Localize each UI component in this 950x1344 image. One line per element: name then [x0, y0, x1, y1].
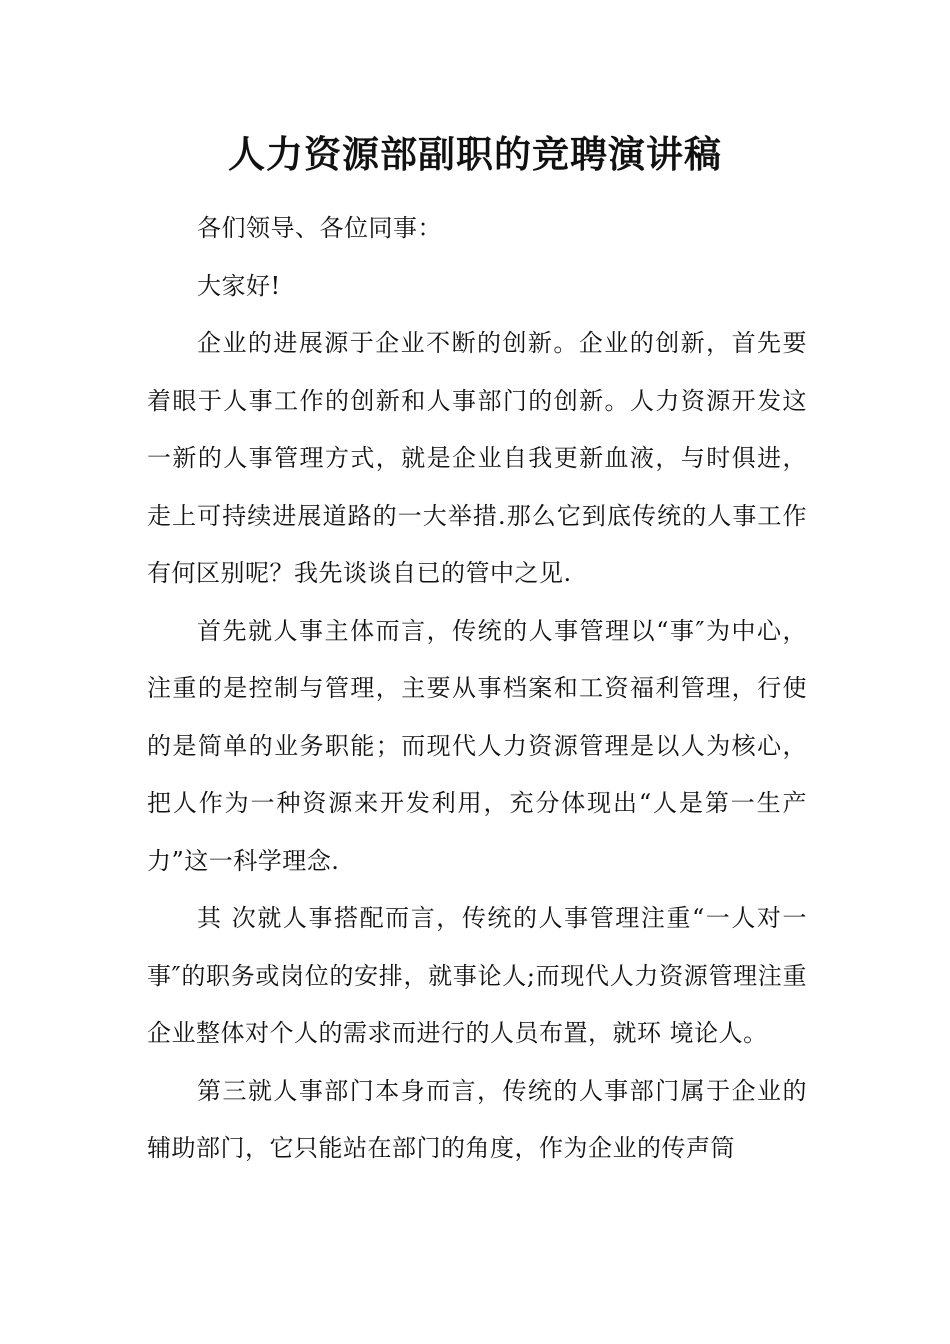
- greeting-paragraph: 大家好!: [197, 271, 281, 300]
- body-paragraph: 第三就人事部门本身而言，传统的人事部门属于企业的辅助部门，它只能站在部门的角度，作为企业的传声筒: [147, 1076, 807, 1162]
- salutation-paragraph: 各们领导、各位同事：: [197, 214, 442, 242]
- body-paragraph: 首先就人事主体而言，传统的人事管理以“事″为中心，注重的是控制与管理，主要从事档案和工资福利管理，行使的是简单的业务职能；而现代人力资源管理是以人为核心，把人作为一种资源来开发利用，充分体现出“人是第一生产力”这一科学理念.: [147, 616, 807, 875]
- body-paragraph: 企业的进展源于企业不断的创新。企业的创新，首先要着眼于人事工作的创新和人事部门的创新。人力资源开发这一新的人事管理方式，就是企业自我更新血液，与时俱进，走上可持续进展道路的一大举措.那么它到底传统的人事工作有何区别呢？我先谈谈自已的管中之见.: [147, 329, 807, 587]
- document-body: [147, 200, 807, 1178]
- body-paragraph: 其 次就人事搭配而言，传统的人事管理注重“一人对一事″的职务或岗位的安排，就事论人;而现代人力资源管理注重企业整体对个人的需求而进行的人员布置，就环 境论人。: [147, 904, 807, 1047]
- document-title: 人力资源部副职的竞聘演讲稿: [228, 132, 722, 176]
